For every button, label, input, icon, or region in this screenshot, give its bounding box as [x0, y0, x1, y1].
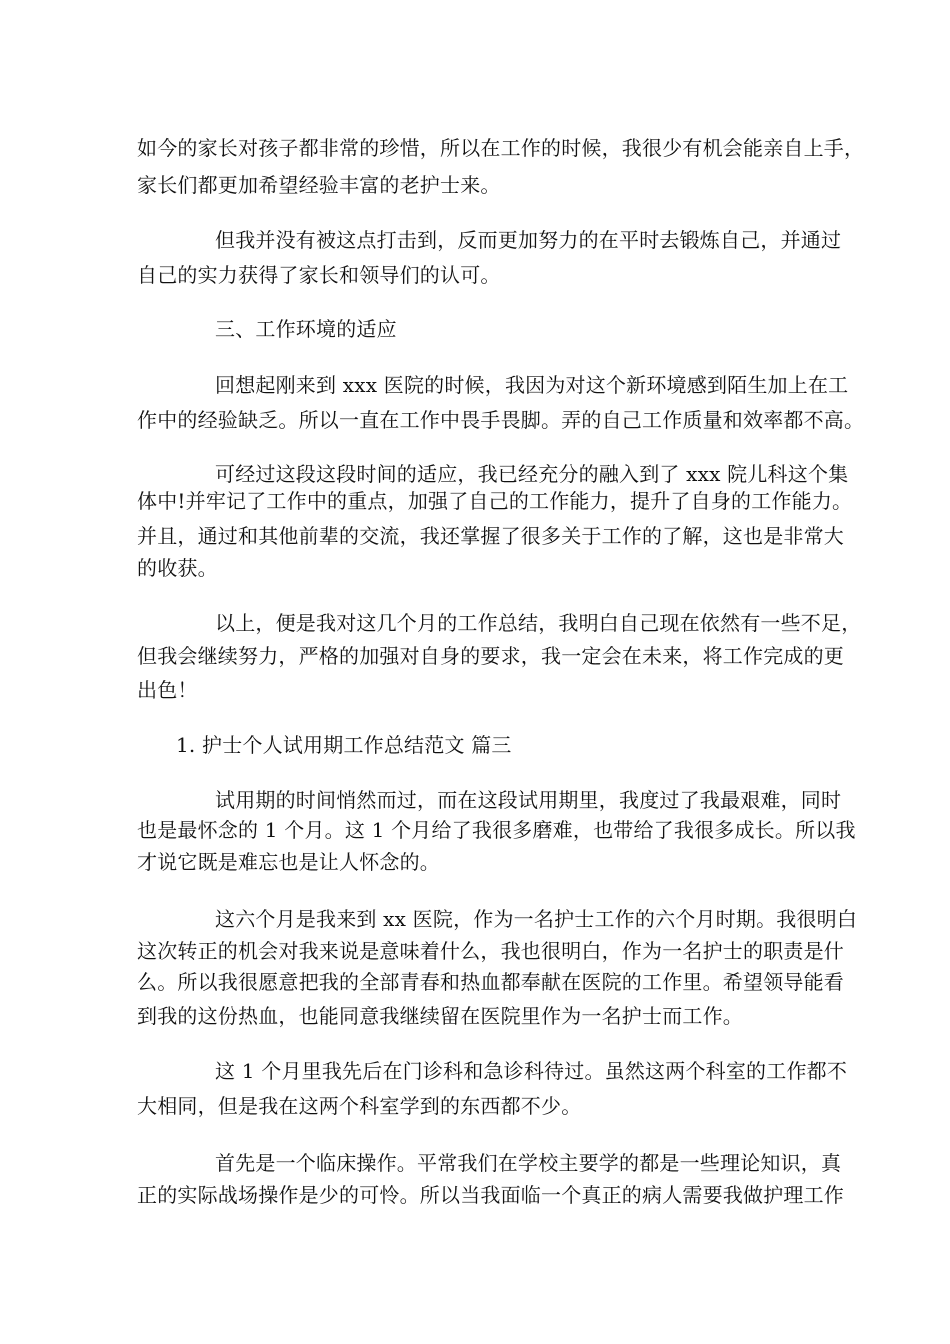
text-line: 这次转正的机会对我来说是意味着什么，我也很明白，作为一名护士的职责是什 — [137, 939, 844, 963]
text-line: 也是最怀念的 1 个月。这 1 个月给了我很多磨难，也带给了我很多成长。所以我 — [137, 818, 856, 842]
text-line: 么。所以我很愿意把我的全部青春和热血都奉献在医院的工作里。希望领导能看 — [137, 970, 844, 994]
paragraph-start-line: 但我并没有被这点打击到，反而更加努力的在平时去锻炼自己，并通过 — [215, 228, 842, 252]
paragraph-start-line: 试用期的时间悄然而过，而在这段试用期里，我度过了我最艰难，同时 — [215, 788, 842, 812]
text-line: 到我的这份热血，也能同意我继续留在医院里作为一名护士而工作。 — [137, 1004, 743, 1028]
text-line: 并且，通过和其他前辈的交流，我还掌握了很多关于工作的了解，这也是非常大 — [137, 524, 844, 548]
paragraph-start-line: 这 1 个月里我先后在门诊科和急诊科待过。虽然这两个科室的工作都不 — [215, 1059, 848, 1083]
text-line: 出色！ — [137, 678, 198, 702]
text-line: 但我会继续努力，严格的加强对自身的要求，我一定会在未来，将工作完成的更 — [137, 644, 844, 668]
text-line: 正的实际战场操作是少的可怜。所以当我面临一个真正的病人需要我做护理工作 — [137, 1183, 844, 1207]
paragraph-start-line: 这六个月是我来到 xx 医院，作为一名护士工作的六个月时期。我很明白 — [215, 907, 858, 931]
paragraph-start-line: 回想起刚来到 xxx 医院的时候，我因为对这个新环境感到陌生加上在工 — [215, 373, 849, 397]
paragraph-start-line: 以上，便是我对这几个月的工作总结，我明白自己现在依然有一些不足， — [215, 611, 862, 635]
text-line: 作中的经验缺乏。所以一直在工作中畏手畏脚。弄的自己工作质量和效率都不高。 — [137, 408, 865, 432]
paragraph-start-line: 可经过这段这段时间的适应，我已经充分的融入到了 xxx 院儿科这个集 — [215, 462, 849, 486]
section-heading: 三、工作环境的适应 — [215, 317, 397, 341]
text-line: 才说它既是难忘也是让人怀念的。 — [137, 850, 440, 874]
paragraph-start-line: 首先是一个临床操作。平常我们在学校主要学的都是一些理论知识，真 — [215, 1151, 842, 1175]
article-heading: 1. 护士个人试用期工作总结范文 篇三 — [176, 733, 512, 757]
text-line: 体中!并牢记了工作中的重点，加强了自己的工作能力，提升了自身的工作能力。 — [137, 489, 853, 513]
text-line: 的收获。 — [137, 556, 218, 580]
text-line: 自己的实力获得了家长和领导们的认可。 — [137, 263, 501, 287]
text-line: 家长们都更加希望经验丰富的老护士来。 — [137, 173, 501, 197]
text-line: 大相同，但是我在这两个科室学到的东西都不少。 — [137, 1094, 582, 1118]
text-line: 如今的家长对孩子都非常的珍惜，所以在工作的时候，我很少有机会能亲自上手， — [137, 136, 865, 160]
